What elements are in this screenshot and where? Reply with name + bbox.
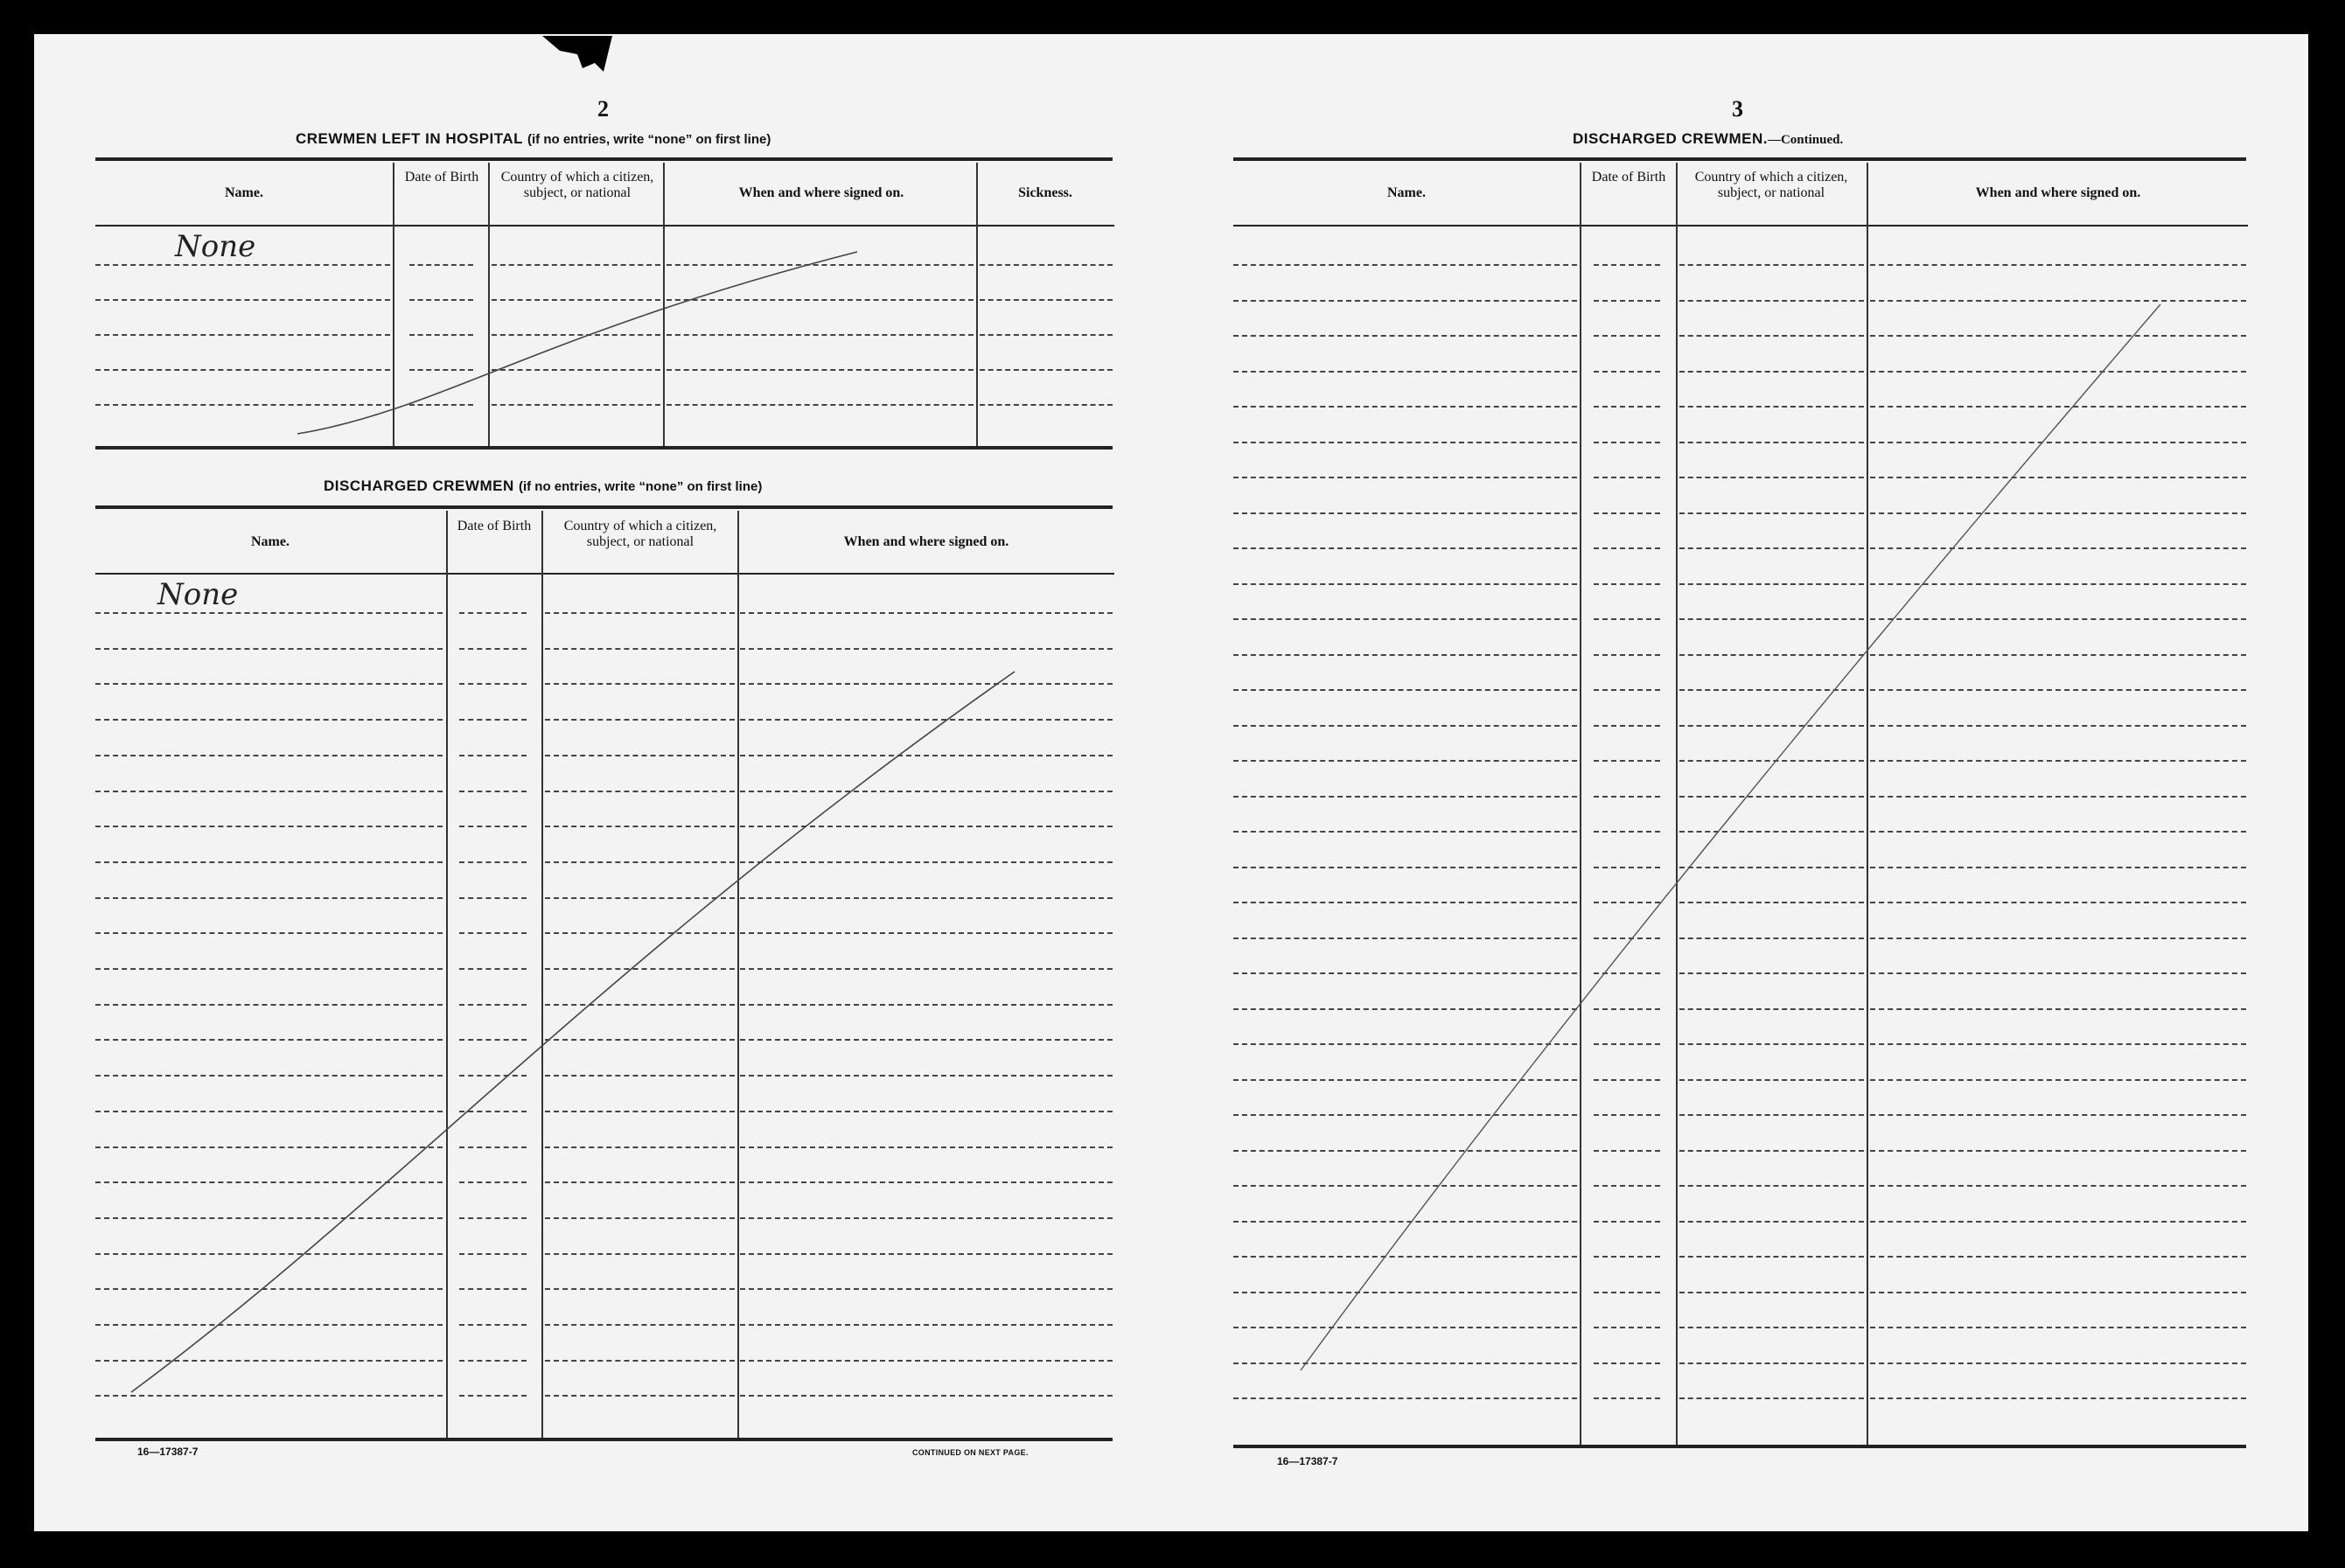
page-number: 2 xyxy=(597,96,609,122)
continued-note: CONTINUED ON NEXT PAGE. xyxy=(912,1448,1029,1457)
discharged-instruction: (if no entries, write “none” on first line) xyxy=(518,479,763,494)
right-col-country: Country of which a citizen, subject, or national xyxy=(1694,170,1848,200)
hospital-instruction: (if no entries, write “none” on first line) xyxy=(527,132,771,147)
right-diagonal-stroke xyxy=(1301,304,2160,1370)
discharged-col-country: Country of which a citizen, subject, or national xyxy=(563,519,717,549)
right-title-text: DISCHARGED CREWMEN. xyxy=(1573,130,1768,147)
form-number: 16—17387-7 xyxy=(1277,1455,1338,1467)
hospital-col-name: Name. xyxy=(225,185,263,200)
discharged-entry-handwriting: None xyxy=(157,577,239,612)
right-title-suffix: —Continued. xyxy=(1767,133,1844,147)
hospital-col-signed: When and where signed on. xyxy=(738,185,904,200)
discharged-col-dob: Date of Birth xyxy=(457,519,532,533)
discharged-col-name: Name. xyxy=(251,534,290,549)
page-tear xyxy=(490,36,612,72)
hospital-col-sickness: Sickness. xyxy=(1018,185,1072,200)
discharged-title-text: DISCHARGED CREWMEN xyxy=(324,477,514,494)
form-number: 16—17387-7 xyxy=(137,1446,199,1458)
page-number: 3 xyxy=(1732,96,1743,122)
right-col-dob: Date of Birth xyxy=(1591,170,1666,185)
hospital-col-country: Country of which a citizen, subject, or national xyxy=(500,170,654,200)
hospital-diagonal-stroke xyxy=(297,252,857,434)
hospital-title-text: CREWMEN LEFT IN HOSPITAL xyxy=(296,130,523,147)
hospital-entry-handwriting: None xyxy=(175,229,256,264)
discharged-col-signed: When and where signed on. xyxy=(843,534,1009,549)
discharged-diagonal-stroke xyxy=(131,672,1015,1392)
right-col-signed: When and where signed on. xyxy=(1975,185,2141,200)
hospital-col-dob: Date of Birth xyxy=(404,170,479,185)
right-col-name: Name. xyxy=(1387,185,1426,200)
